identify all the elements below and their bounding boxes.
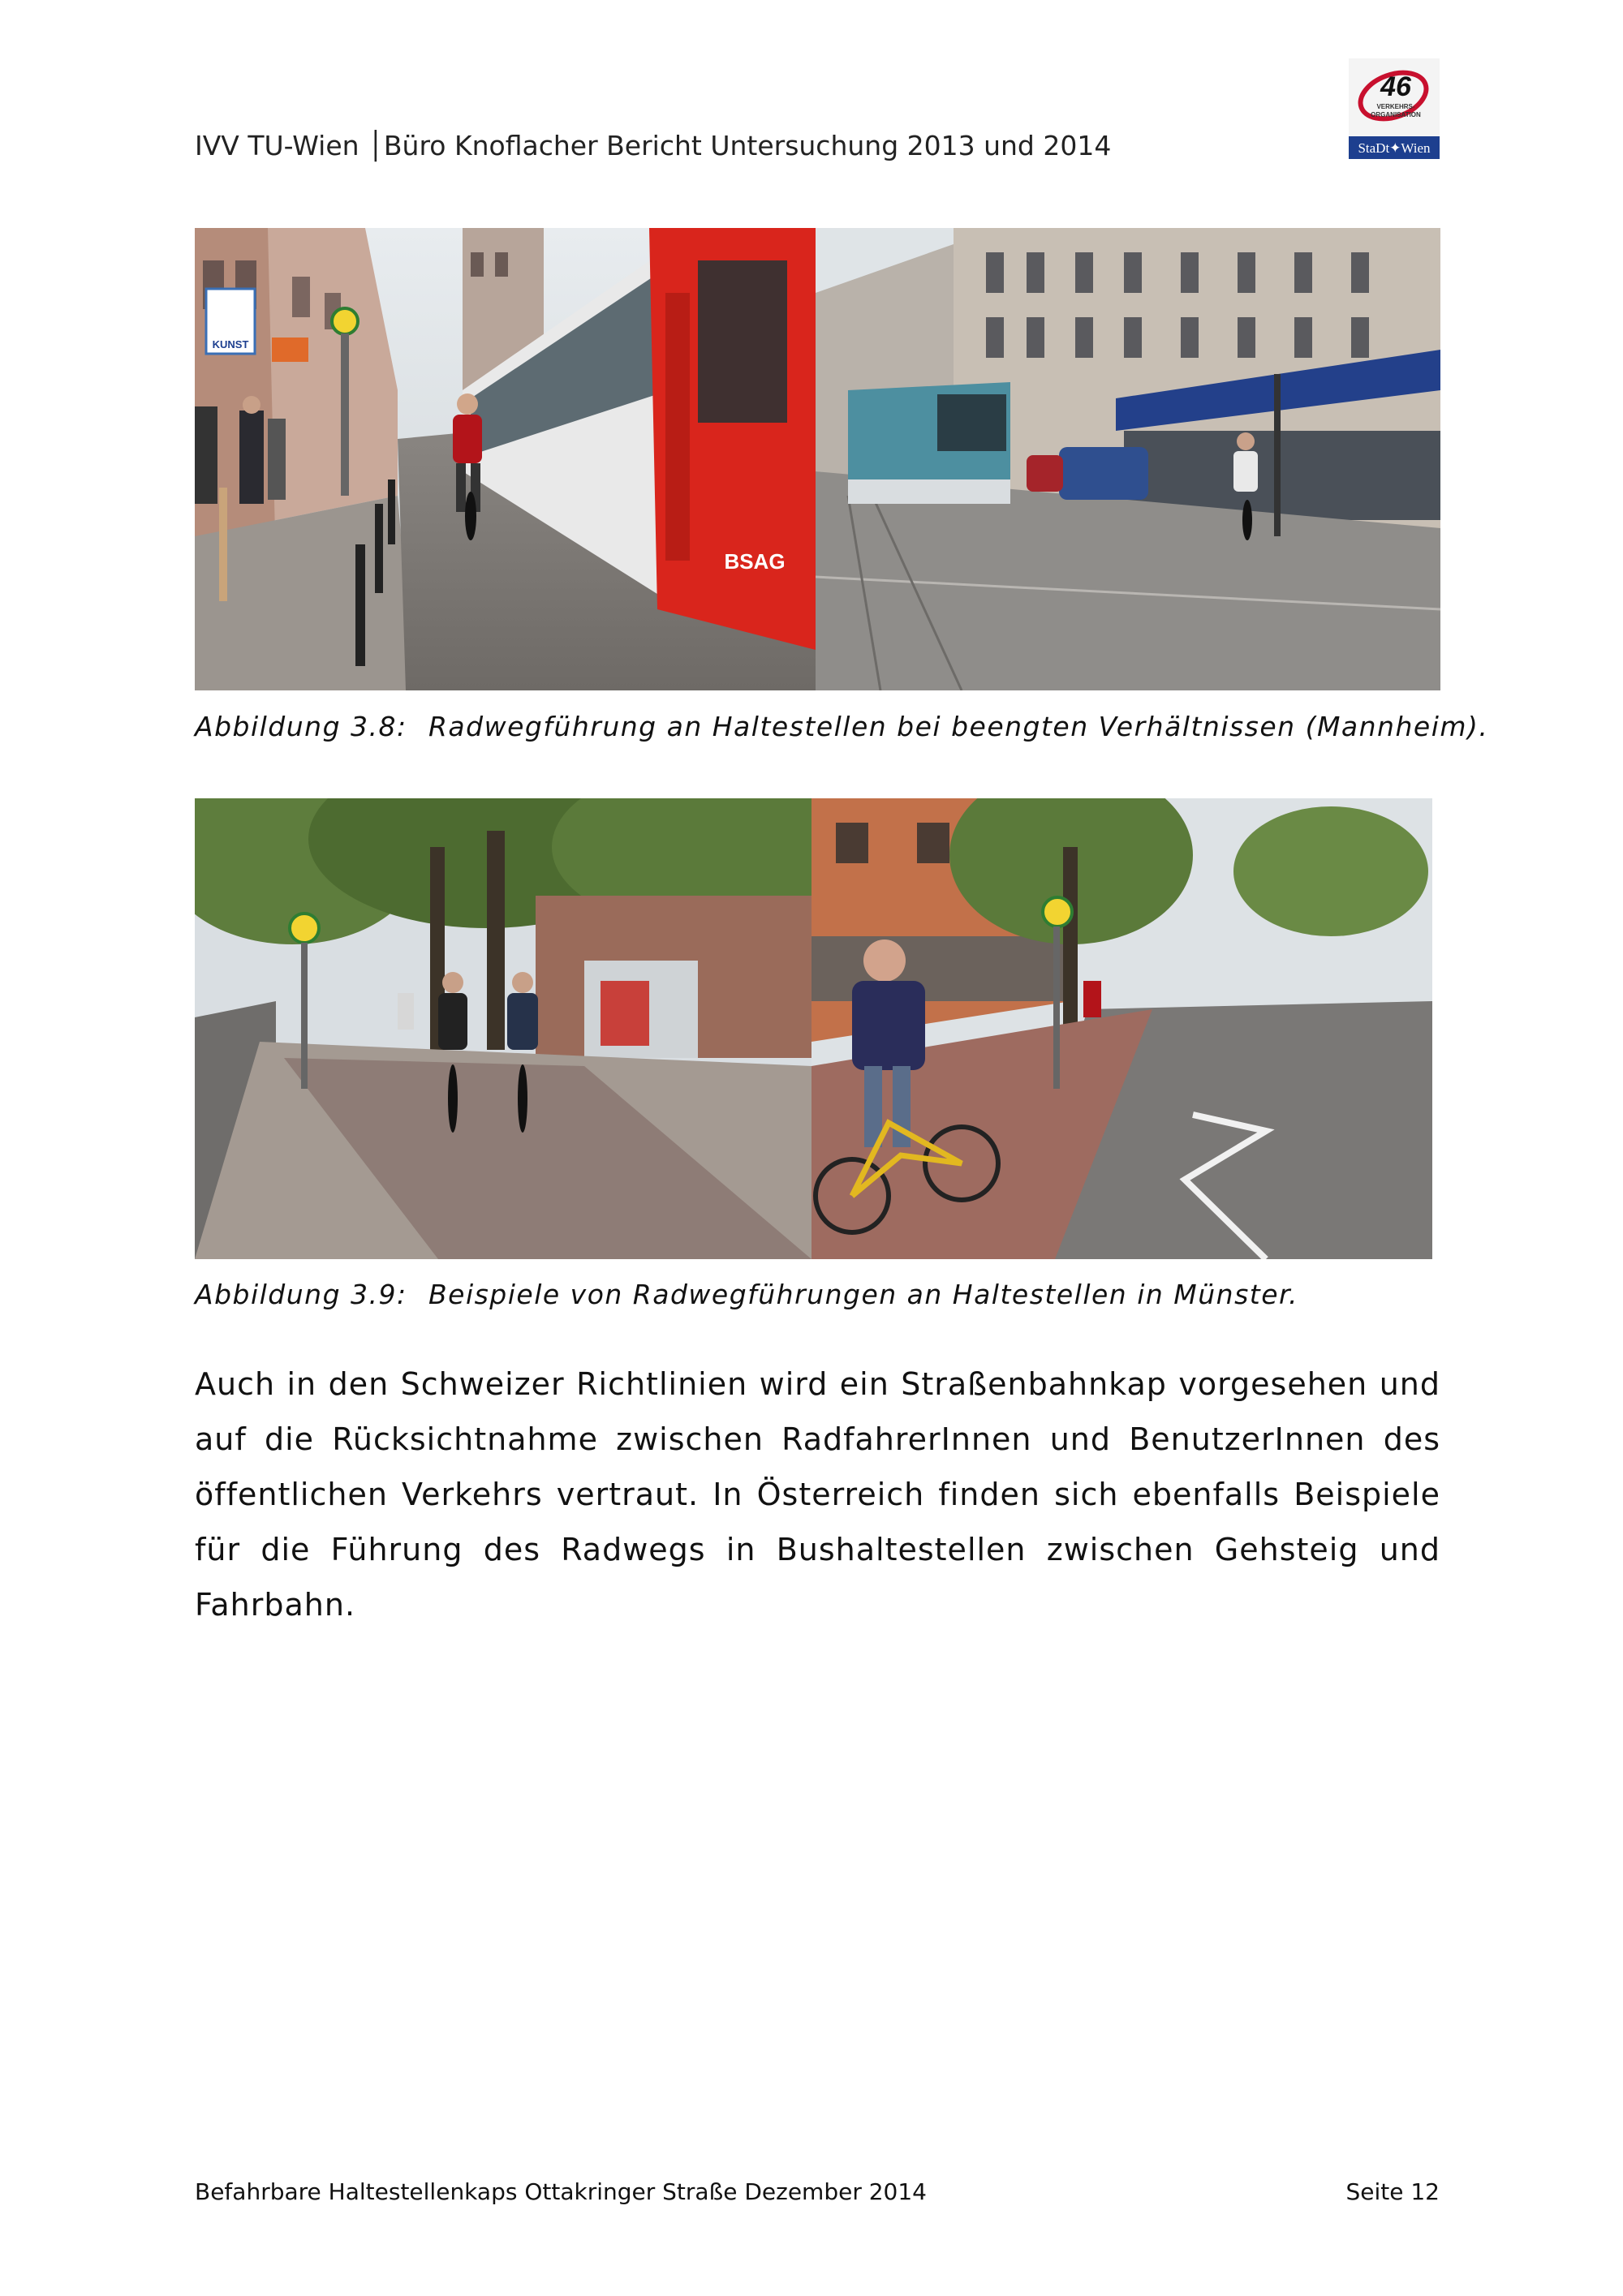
figure-3-8-caption xyxy=(195,711,1488,742)
kunst-sign-text: KUNST xyxy=(212,338,249,350)
figure-3-9-photo-left xyxy=(195,798,812,1259)
tram-logo-text: BSAG xyxy=(724,549,786,574)
figure-3-8-photo-left xyxy=(195,228,816,690)
figure-3-9-caption-text: Beispiele von Radwegführungen an Haltestellen in Münster. xyxy=(428,1279,1299,1310)
logo-line1: VERKEHRS- xyxy=(1376,103,1415,110)
page-header: IVV TU-Wien │Büro Knoflacher Bericht Untersuchung 2013 und 2014 xyxy=(195,130,1112,161)
footer-title: Befahrbare Haltestellenkaps Ottakringer Straße Dezember 2014 xyxy=(195,2178,927,2205)
logo-line2: ORGANISATION xyxy=(1371,111,1421,118)
figure-3-8-caption-text: Radwegführung an Haltestellen bei beengten Verhältnissen (Mannheim). xyxy=(428,711,1489,742)
logo-number: 46 xyxy=(1380,71,1411,102)
figure-3-9-caption xyxy=(195,1279,1298,1310)
figure-3-8-photo-right xyxy=(816,228,1440,690)
body-paragraph: Auch in den Schweizer Richtlinien wird ein Straßenbahnkap vorgesehen und auf die Rücksichtnahme zwischen RadfahrerInnen und BenutzerInnen des öffentlichen Verkehrs vertraut. In Österreich finden sich ebenfalls Beispiele für die Führung des Radwegs in Bushaltestellen zwischen Gehsteig und Fahrbahn. xyxy=(195,1366,1440,1623)
figure-3-9-label: Abbildung 3.9: xyxy=(195,1279,407,1310)
city-logo xyxy=(1349,58,1440,159)
figure-3-9-photo-right xyxy=(812,798,1432,1259)
page-number: Seite 12 xyxy=(1345,2178,1440,2205)
figure-3-8-label: Abbildung 3.8: xyxy=(195,711,407,742)
logo-city: StaDt✦Wien xyxy=(1358,140,1431,156)
